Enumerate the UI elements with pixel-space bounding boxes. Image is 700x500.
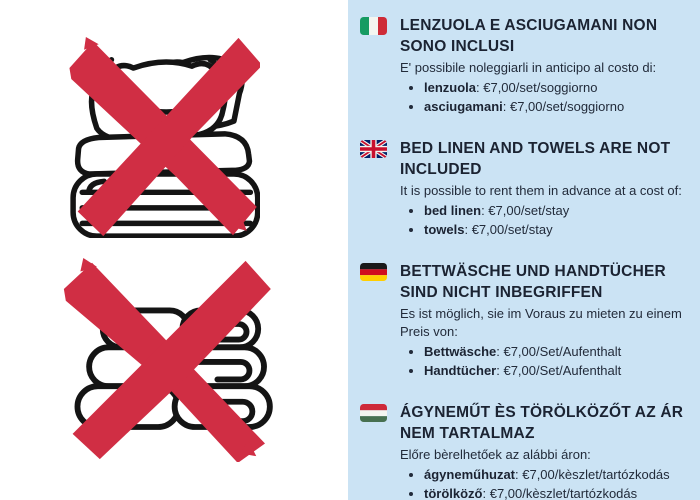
section-hungarian [360, 402, 690, 500]
price-item: • Bettwäsche: €7,00/Set/Aufenthalt [424, 342, 690, 361]
section-intro: E' possibile noleggiarli in anticipo al costo di: [400, 60, 657, 75]
uk-flag-icon [360, 140, 387, 158]
price-list [400, 201, 690, 239]
price-item: • towels: €7,00/set/stay [424, 220, 690, 239]
section-title: BED LINEN AND TOWELS ARE NOT INCLUDED [400, 140, 671, 178]
section-title: ÁGYNEMŰT ÈS TÖRÖLKÖZŐT AZ ÁR NEM TARTALMAZ [400, 404, 684, 442]
price-item: • lenzuola: €7,00/set/soggiorno [424, 78, 690, 97]
section-title: LENZUOLA E ASCIUGAMANI NON SONO INCLUSI [400, 17, 658, 55]
germany-flag-icon [360, 263, 387, 281]
price-item: • ágyneműhuzat: €7,00/kèszlet/tartózkodás [424, 465, 690, 484]
bed-linen-illustration [58, 26, 260, 238]
price-item: • törölköző: €7,00/kèszlet/tartózkodás [424, 484, 690, 500]
price-list [400, 465, 690, 500]
price-item: • bed linen: €7,00/set/stay [424, 201, 690, 220]
price-item: • asciugamani: €7,00/set/soggiorno [424, 97, 690, 116]
section-intro: Előre bèrelhetőek az alábbi áron: [400, 447, 591, 462]
bed-linen-drawing [58, 26, 260, 238]
section-english [360, 138, 690, 239]
price-item: • Handtücher: €7,00/Set/Aufenthalt [424, 361, 690, 380]
section-italian [360, 15, 690, 116]
italy-flag-icon [360, 17, 387, 35]
section-intro: It is possible to rent them in advance at a cost of: [400, 183, 682, 198]
section-intro: Es ist möglich, sie im Voraus zu mieten zu einem Preis von: [400, 306, 682, 339]
towels-illustration [50, 256, 274, 462]
illustrations-column [0, 0, 348, 500]
hungary-flag-icon [360, 404, 387, 422]
towels-drawing [50, 256, 274, 462]
price-list [400, 342, 690, 380]
info-panel [348, 0, 700, 500]
price-list [400, 78, 690, 116]
section-title: BETTWÄSCHE UND HANDTÜCHER SIND NICHT INBEGRIFFEN [400, 263, 666, 301]
section-german [360, 261, 690, 380]
